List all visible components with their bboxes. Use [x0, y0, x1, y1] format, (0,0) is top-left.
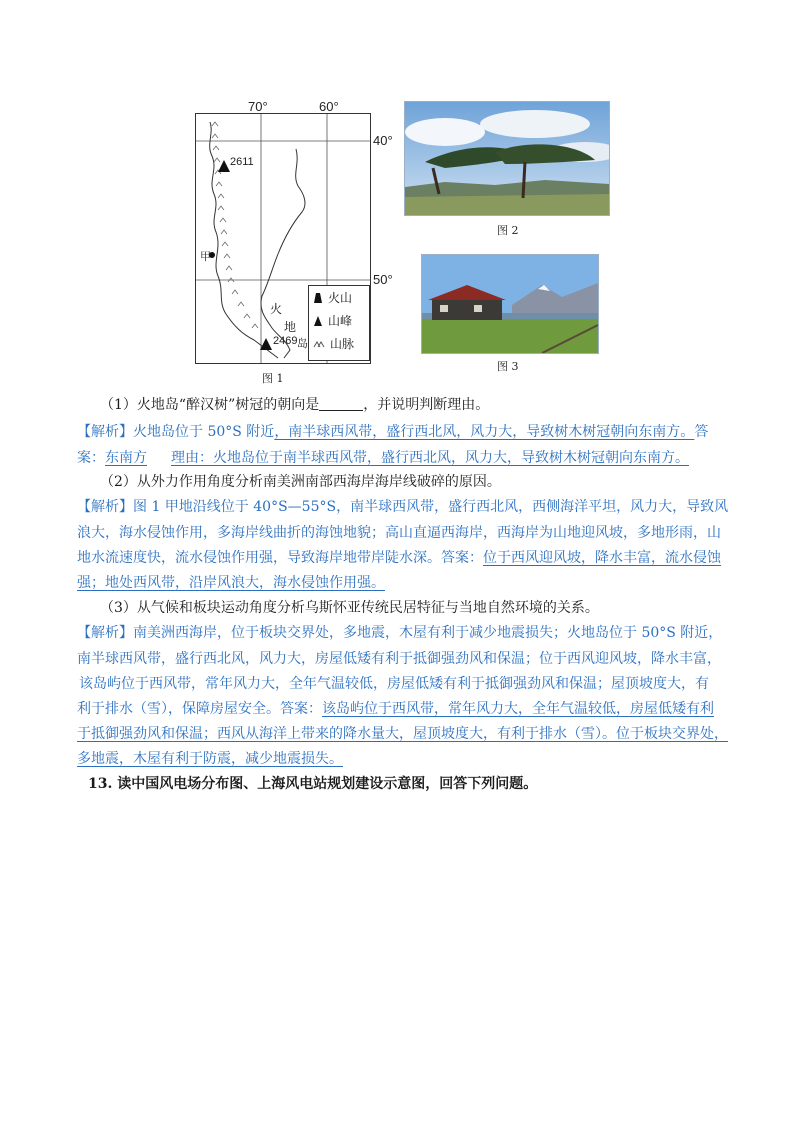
peak-2469-label: 2469	[273, 335, 298, 347]
figure3-caption: 图 3	[497, 360, 519, 373]
q1-a3: 答	[694, 424, 709, 440]
q2-l4: 强；地处西风带，沿岸风浪大，海水侵蚀作用强。	[77, 575, 385, 591]
lon-70-label: 70°	[248, 99, 268, 114]
q2-analysis-line1	[77, 494, 731, 521]
question-2: （2）从外力作用角度分析南美洲南部西海岸海岸线破碎的原因。	[100, 474, 501, 490]
q1-a1: 火地岛位于 50°S 附近	[133, 424, 275, 440]
q3-analysis-line6	[77, 746, 731, 773]
q3-l4a: 利于排水（雪），保障房屋安全。答案：	[77, 701, 322, 717]
lat-50-label: 50°	[373, 272, 393, 287]
q1-prefix: （1）火地岛“醉汉树”树冠的朝向是	[100, 397, 320, 413]
q1-a2: ，南半球西风带，盛行西北风，风力大，导致树木树冠朝向东南方。	[274, 424, 695, 440]
legend-peak-label: 山峰	[328, 314, 353, 328]
q1-a4: 案：	[77, 450, 105, 466]
q1-answer-blank	[319, 396, 363, 411]
figure2-photo	[404, 101, 610, 216]
q1-a6: 理由：火地岛位于南半球西风带，盛行西北风，风力大，导致树木树冠朝向东南方。	[171, 450, 689, 466]
house-image	[422, 255, 598, 353]
q3-analysis-line1	[77, 620, 731, 647]
huo-label: 火	[270, 302, 283, 316]
legend-peak	[309, 309, 369, 332]
q3-l4b: 该岛屿位于西风带，常年风力大，全年气温较低，房屋低矮有利	[322, 701, 714, 717]
q3-l1: 南美洲西海岸，位于板块交界处，多地震，木屋有利于减少地震损失；火地岛位于 50°S 附近，	[133, 625, 723, 641]
windswept-tree-image	[405, 102, 609, 215]
di-label: 地	[284, 320, 297, 334]
volcano-icon	[313, 292, 323, 303]
mountain-range-icon	[313, 338, 325, 349]
q2-analysis-line3	[77, 545, 731, 572]
q2-analysis-line2: 浪大，海水侵蚀作用，多海岸线曲折的海蚀地貌；高山直逼西海岸，西海岸为山地迎风坡，多地形雨，山	[77, 525, 721, 541]
q2-l3a: 地水流速度快，流水侵蚀作用强，导致海岸地带岸陡水深。答案：	[77, 550, 483, 566]
q3-l5: 于抵御强劲风和保温；西风从海洋上带来的降水量大，屋顶坡度大，有利于排水（雪）。位于板块交界处，	[77, 726, 728, 742]
q1-suffix: ，并说明判断理由。	[363, 397, 490, 413]
q2-analysis-line4	[77, 570, 731, 597]
q3-analysis-line5	[77, 721, 731, 748]
q2-l3b: 位于西风迎风坡，降水丰富，流水侵蚀	[483, 550, 721, 566]
q3-analysis-line4	[77, 696, 731, 723]
figure3-photo	[421, 254, 599, 354]
legend-volcano	[309, 286, 369, 309]
question-13: 13. 读中国风电场分布图、上海风电站规划建设示意图，回答下列问题。	[88, 776, 538, 792]
question-3: （3）从气候和板块运动角度分析乌斯怀亚传统民居特征与当地自然环境的关系。	[100, 600, 599, 616]
legend-volcano-label: 火山	[328, 291, 353, 305]
legend-range-label: 山脉	[330, 337, 355, 351]
q3-l6: 多地震，木屋有利于防震，减少地震损失。	[77, 751, 343, 767]
figure1-caption: 图 1	[262, 372, 284, 385]
figure2-caption: 图 2	[497, 224, 519, 237]
q1-tag: 【解析】	[77, 424, 133, 440]
q1-a5: 东南方	[105, 450, 147, 466]
peak-icon	[313, 315, 323, 326]
legend-range	[309, 332, 369, 355]
q3-analysis-line2: 南半球西风带，盛行西北风，风力大，房屋低矮有利于抵御强劲风和保温；位于西风迎风坡，降水丰富，	[77, 651, 721, 667]
q1-analysis-line2	[77, 445, 731, 472]
question-1	[100, 392, 730, 419]
lat-40-label: 40°	[373, 133, 393, 148]
q2-l1: 图 1 甲地沿线位于 40°S—55°S，南半球西风带，盛行西北风，西侧海洋平坦，风力大，导致风	[133, 499, 729, 515]
map-legend	[308, 285, 370, 361]
place-jia-label: 甲	[200, 251, 211, 263]
q2-tag: 【解析】	[77, 499, 133, 515]
q3-tag: 【解析】	[77, 625, 133, 641]
peak-2611-label: 2611	[230, 156, 254, 168]
q1-analysis-line1	[77, 419, 731, 446]
lon-60-label: 60°	[319, 99, 339, 114]
island-suffix-label: 岛	[297, 338, 308, 350]
q3-analysis-line3: 该岛屿位于西风带，常年风力大，全年气温较低，房屋低矮有利于抵御强劲风和保温；屋顶坡度大，有	[79, 676, 709, 692]
